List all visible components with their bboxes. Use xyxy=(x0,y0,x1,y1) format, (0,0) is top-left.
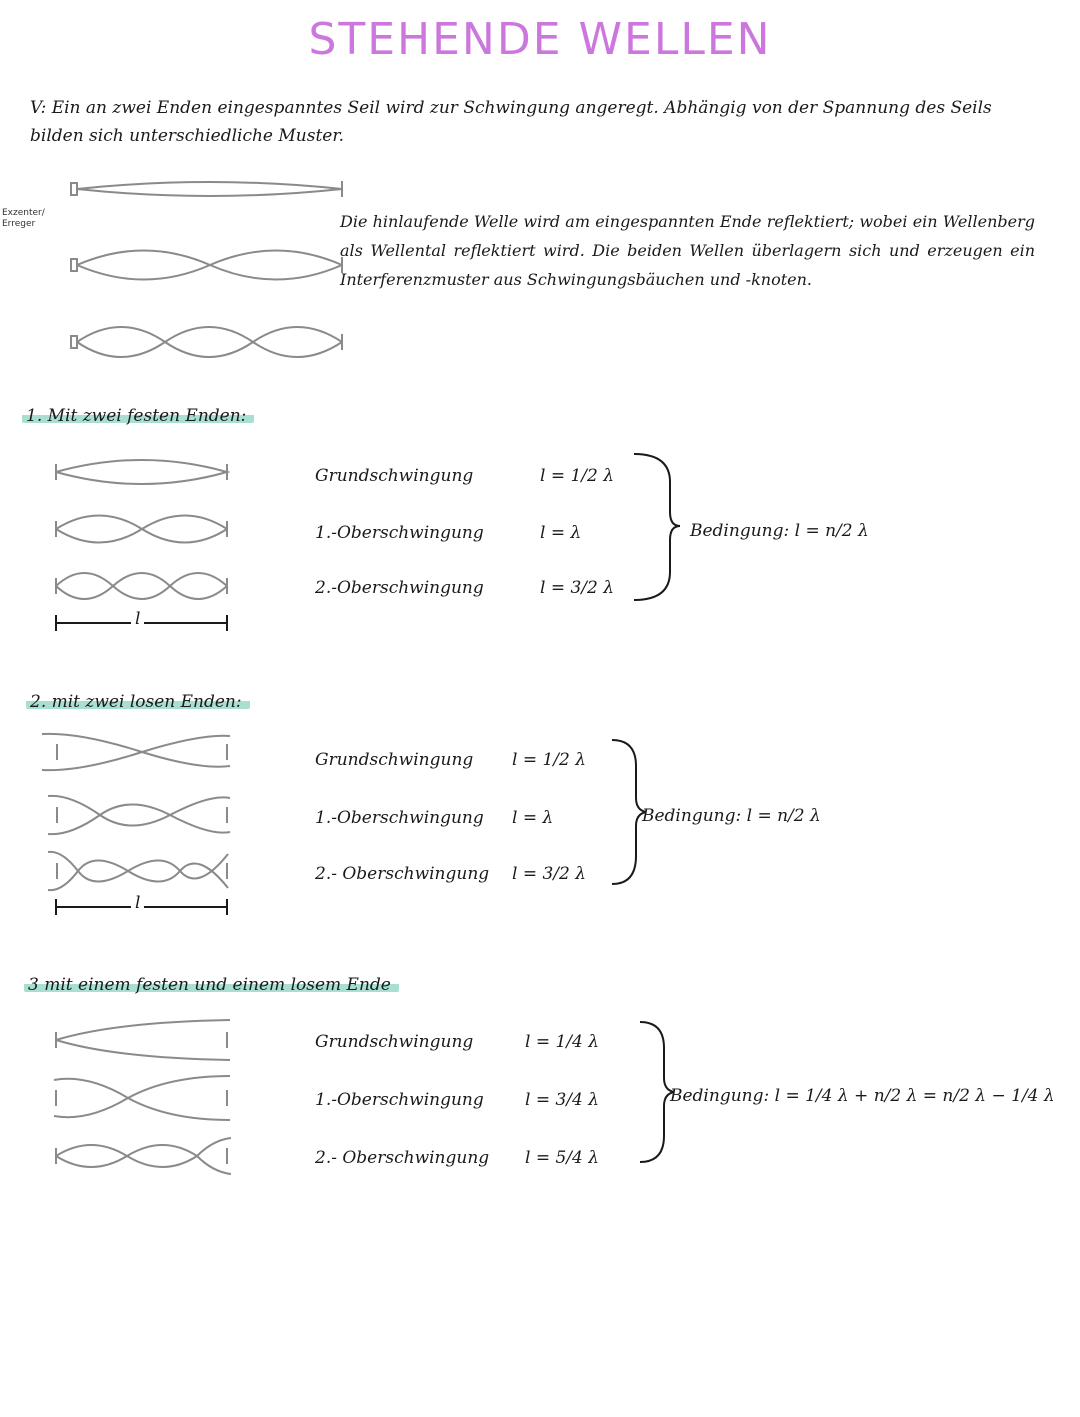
loose-first-overtone-wave xyxy=(40,792,232,838)
mode-formula: l = 1/4 λ xyxy=(525,1032,600,1052)
mode-formula: l = 5/4 λ xyxy=(525,1148,600,1168)
fixed-fundamental-wave xyxy=(55,455,230,489)
explanation-text: Die hinlaufende Welle wird am eingespannten Ende reflektiert; wobei ein Wellenberg als Wellental reflektiert wird. Die beiden Wellen überlagern sich und erzeugen ein Interferenzmuster aus Schwingungsbäuchen und -knoten. xyxy=(340,212,1035,289)
fixed-first-overtone-wave xyxy=(55,512,230,546)
length-label-1: l xyxy=(131,609,144,629)
mode-name: 1.-Oberschwingung xyxy=(315,523,484,543)
condition-mixed-ends: Bedingung: l = 1/4 λ + n/2 λ = n/2 λ − 1/4 λ xyxy=(670,1086,1055,1106)
length-label-2: l xyxy=(131,893,144,913)
mode-name: 1.-Oberschwingung xyxy=(315,808,484,828)
mixed-fundamental-wave xyxy=(55,1018,235,1062)
intro-wave-1 xyxy=(70,178,280,200)
mode-formula: l = 3/4 λ xyxy=(525,1090,600,1110)
mode-formula: l = 1/2 λ xyxy=(512,750,587,770)
loose-second-overtone-wave xyxy=(40,848,232,894)
mode-name: 2.- Oberschwingung xyxy=(315,864,490,884)
section-heading-mixed-ends: 3 mit einem festen und einem losem Ende xyxy=(24,975,399,995)
mode-formula: l = 3/2 λ xyxy=(540,578,615,598)
mode-name: Grundschwingung xyxy=(315,1032,474,1052)
condition-loose-ends: Bedingung: l = n/2 λ xyxy=(642,806,821,826)
page-title: STEHENDE WELLEN xyxy=(308,14,772,65)
mixed-second-overtone-wave xyxy=(55,1134,235,1178)
mode-name: 1.-Oberschwingung xyxy=(315,1090,484,1110)
section-heading-fixed-ends: 1. Mit zwei festen Enden: xyxy=(22,406,254,426)
fixed-second-overtone-wave xyxy=(55,569,230,603)
mode-name: 2.-Oberschwingung xyxy=(315,578,484,598)
mode-name: 2.- Oberschwingung xyxy=(315,1148,490,1168)
mode-formula: l = λ xyxy=(512,808,554,828)
intro-wave-2 xyxy=(70,248,280,282)
exciter-label: Exzenter/ Erreger xyxy=(2,208,45,229)
mode-formula: l = 3/2 λ xyxy=(512,864,587,884)
loose-fundamental-wave xyxy=(40,730,232,774)
mode-formula: l = 1/2 λ xyxy=(540,466,615,486)
mixed-first-overtone-wave xyxy=(48,1074,235,1122)
section-heading-loose-ends: 2. mit zwei losen Enden: xyxy=(26,692,250,712)
mode-name: Grundschwingung xyxy=(315,750,474,770)
condition-fixed-ends: Bedingung: l = n/2 λ xyxy=(690,521,869,541)
brace-1 xyxy=(632,452,682,602)
mode-name: Grundschwingung xyxy=(315,466,474,486)
intro-wave-3 xyxy=(70,320,280,364)
mode-formula: l = λ xyxy=(540,523,582,543)
intro-text: V: Ein an zwei Enden eingespanntes Seil wird zur Schwingung angeregt. Abhängig von der Spannung des Seils bilden sich unterschiedliche Muster. xyxy=(30,98,992,146)
